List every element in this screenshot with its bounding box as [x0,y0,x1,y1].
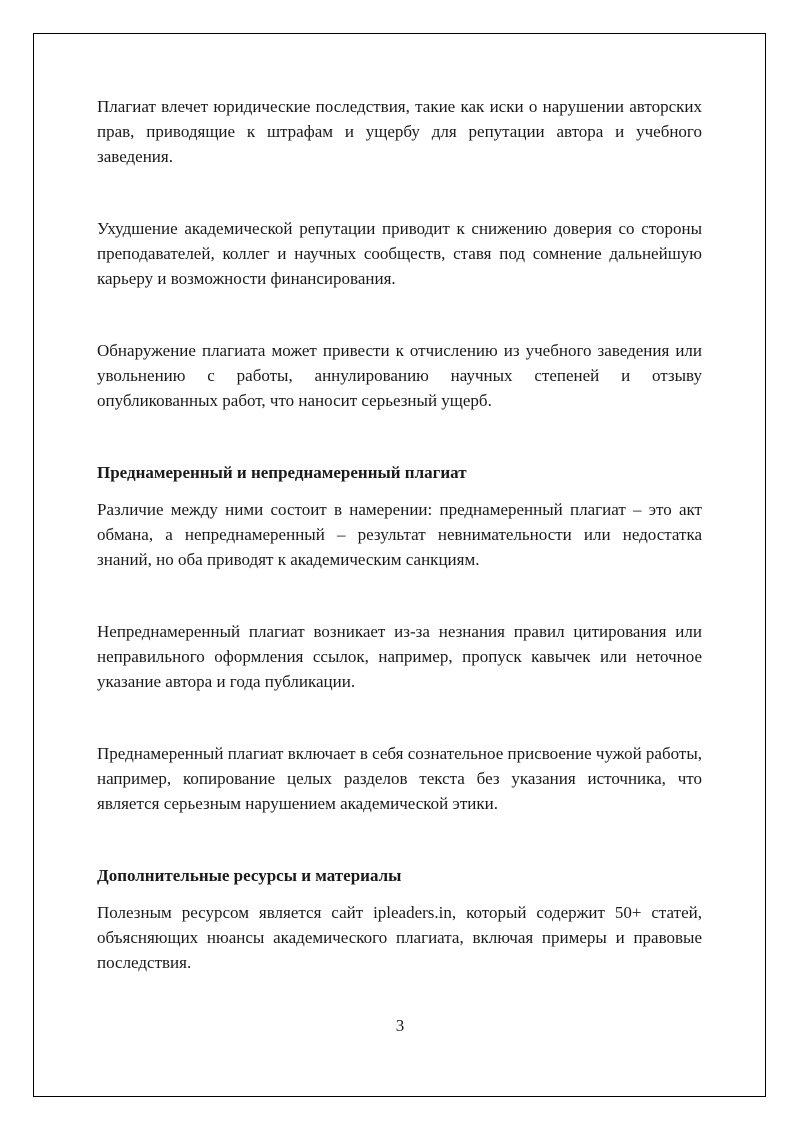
paragraph-gap [97,816,702,863]
paragraph-expulsion: Обнаружение плагиата может привести к отчислению из учебного заведения или увольнению с работы, аннулированию научных степеней и отзыву опубликованных работ, что наносит серьезный ущерб. [97,341,702,410]
heading-gap [97,485,702,497]
section-heading-resources: Дополнительные ресурсы и материалы [97,866,402,885]
paragraph-gap [97,694,702,741]
page-content [97,94,702,975]
paragraph-resources: Полезным ресурсом является сайт ipleaders.in, который содержит 50+ статей, объясняющих нюансы академического плагиата, включая примеры и правовые последствия. [97,903,702,972]
heading-gap [97,888,702,900]
page-number: 3 [395,1016,405,1035]
paragraph-legal-consequences: Плагиат влечет юридические последствия, такие как иски о нарушении авторских прав, приводящие к штрафам и ущербу для репутации автора и учебного заведения. [97,97,702,166]
paragraph-gap [97,413,702,460]
paragraph-gap [97,291,702,338]
paragraph-intentional: Преднамеренный плагиат включает в себя сознательное присвоение чужой работы, например, копирование целых разделов текста без указания источника, что является серьезным нарушением академической этики. [97,744,702,813]
paragraph-difference: Различие между ними состоит в намерении: преднамеренный плагиат – это акт обмана, а непреднамеренный – результат невнимательности или недостатка знаний, но оба приводят к академическим санкциям. [97,500,702,569]
section-heading-intentional-plagiarism: Преднамеренный и непреднамеренный плагиат [97,463,467,482]
paragraph-gap [97,169,702,216]
paragraph-unintentional: Непреднамеренный плагиат возникает из-за незнания правил цитирования или неправильного оформления ссылок, например, пропуск кавычек или неточное указание автора и года публикации. [97,622,702,691]
paragraph-gap [97,572,702,619]
paragraph-reputation: Ухудшение академической репутации приводит к снижению доверия со стороны преподавателей, коллег и научных сообществ, ставя под сомнение дальнейшую карьеру и возможности финансирования. [97,219,702,288]
